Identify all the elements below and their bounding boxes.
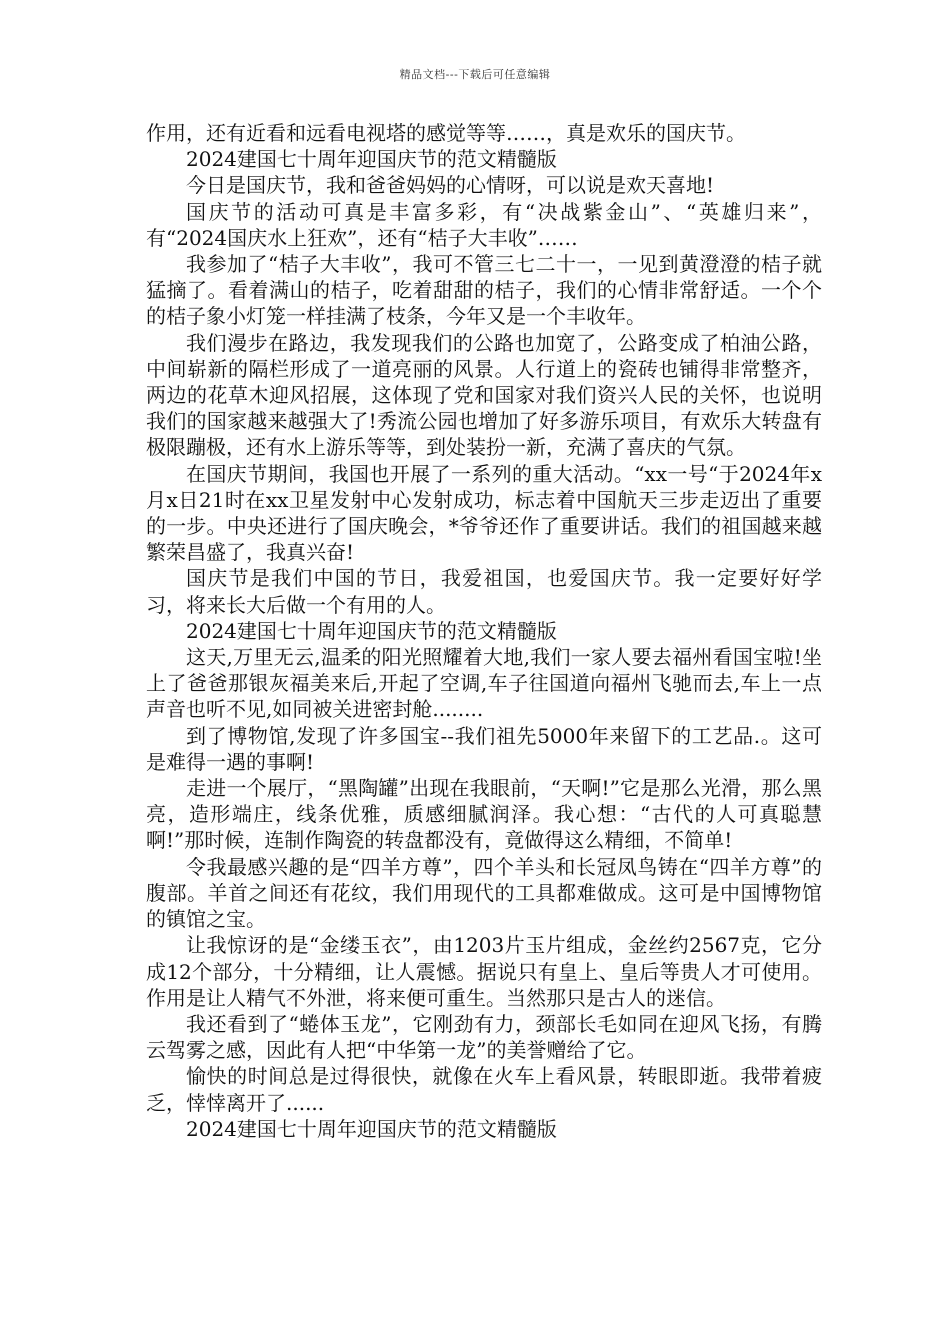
body-paragraph: 到了博物馆,发现了许多国宝--我们祖先5000年来留下的工艺品.。这可是难得一遇的事啊! bbox=[146, 723, 822, 774]
body-paragraph: 在国庆节期间，我国也开展了一系列的重大活动。“xx一号“于2024年x月x日21时在xx卫星发射中心发射成功，标志着中国航天三步走迈出了重要的一步。中央还进行了国庆晚会，*爷爷还作了重要讲话。我们的祖国越来越繁荣昌盛了，我真兴奋! bbox=[146, 461, 822, 565]
body-paragraph: 这天,万里无云,温柔的阳光照耀着大地,我们一家人要去福州看国宝啦!坐上了爸爸那银灰福美来后,开起了空调,车子往国道向福州飞驰而去,车上一点声音也听不见,如同被关进密封舱........ bbox=[146, 645, 822, 722]
body-paragraph: 国庆节是我们中国的节日，我爱祖国，也爱国庆节。我一定要好好学习，将来长大后做一个有用的人。 bbox=[146, 566, 822, 617]
body-paragraph: 2024建国七十周年迎国庆节的范文精髓版 bbox=[186, 618, 557, 643]
document-body bbox=[146, 120, 822, 1142]
body-paragraph: 国庆节的活动可真是丰富多彩，有“决战紫金山”、“英雄归来”，有“2024国庆水上狂欢”，还有“桔子大丰收”…… bbox=[146, 199, 822, 250]
body-paragraph: 令我最感兴趣的是“四羊方尊”，四个羊头和长冠凤鸟铸在“四羊方尊”的腹部。羊首之间还有花纹，我们用现代的工具都难做成。这可是中国博物馆的镇馆之宝。 bbox=[146, 854, 822, 932]
continued-paragraph: 作用，还有近看和远看电视塔的感觉等等……，真是欢乐的国庆节。 bbox=[146, 121, 746, 145]
body-paragraph: 我参加了“桔子大丰收”，我可不管三七二十一，一见到黄澄澄的桔子就猛摘了。看着满山的桔子，吃着甜甜的桔子，我们的心情非常舒适。一个个的桔子象小灯笼一样挂满了枝条，今年又是一个丰收年。 bbox=[146, 252, 822, 329]
body-paragraph: 我还看到了“蜷体玉龙”，它刚劲有力，颈部长毛如同在迎风飞扬，有腾云驾雾之感，因此有人把“中华第一龙”的美誉赠给了它。 bbox=[146, 1011, 822, 1063]
body-paragraph: 2024建国七十周年迎国庆节的范文精髓版 bbox=[186, 1116, 557, 1141]
body-paragraph: 走进一个展厅，“黑陶罐”出现在我眼前，“天啊!”它是那么光滑，那么黑亮，造形端庄，线条优雅，质感细腻润泽。我心想：“古代的人可真聪慧啊!”那时候，连制作陶瓷的转盘都没有，竟做得这么精细，不简单! bbox=[146, 776, 822, 853]
body-paragraph: 我们漫步在路边，我发现我们的公路也加宽了，公路变成了柏油公路，中间崭新的隔栏形成了一道亮丽的风景。人行道上的瓷砖也铺得非常整齐，两边的花草木迎风招展，这体现了党和国家对我们资兴人民的关怀，也说明我们的国家越来越强大了!秀流公园也增加了好多游乐项目，有欢乐大转盘有极限蹦极，还有水上游乐等等，到处装扮一新，充满了喜庆的气氛。 bbox=[146, 330, 822, 460]
header-note: 精品文档---下载后可任意编辑 bbox=[399, 68, 551, 81]
body-paragraph: 2024建国七十周年迎国庆节的范文精髓版 bbox=[186, 147, 557, 172]
body-paragraph: 今日是国庆节，我和爸爸妈妈的心情呀，可以说是欢天喜地! bbox=[186, 173, 715, 198]
body-paragraph: 愉快的时间总是过得很快，就像在火车上看风景，转眼即逝。我带着疲乏，悻悻离开了...... bbox=[146, 1064, 822, 1115]
body-paragraph: 让我惊讶的是“金缕玉衣”，由1203片玉片组成，金丝约2567克，它分成12个部分，十分精细，让人震憾。据说只有皇上、皇后等贵人才可使用。作用是让人精气不外泄，将来便可重生。当然那只是古人的迷信。 bbox=[146, 933, 822, 1010]
